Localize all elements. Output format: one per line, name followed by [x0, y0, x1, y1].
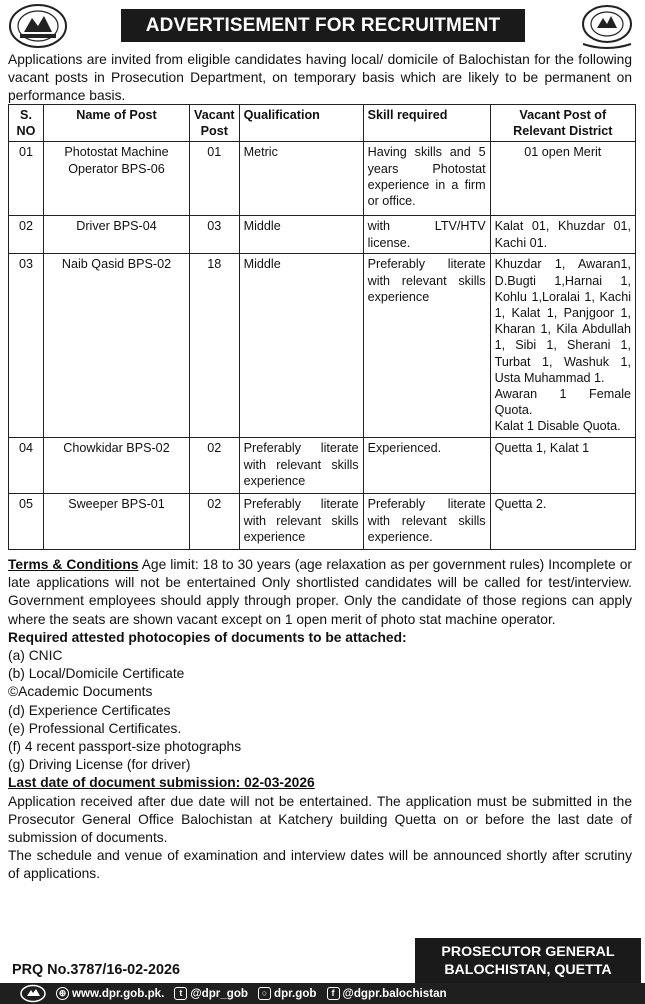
header-district: Vacant Post of Relevant District: [490, 105, 635, 142]
prq-number: PRQ No.3787/16-02-2026: [12, 962, 180, 978]
issuing-authority: [415, 938, 641, 984]
terms-text: Age limit: 18 to 30 years (age relaxation as per government rules) Incomplete or late applications will not be entertained Only shortlisted candidates will be called for test/interview. Government employees should apply through proper. Only the candidate of those regions can apply where the seats are shown vacant except on 1 open merit of photo stat machine operator.: [8, 557, 632, 627]
cell-vacant-count: 01: [190, 142, 240, 216]
documents-heading: Required attested photocopies of documents to be attached:: [8, 629, 407, 645]
cell-skill: with LTV/HTV license.: [363, 216, 490, 254]
cell-vacant-count: 02: [190, 438, 240, 494]
social-bar: [0, 983, 645, 1004]
instagram-handle: dpr.gob: [274, 987, 317, 1000]
prosecution-department-logo: [575, 2, 639, 50]
district-female-quota: Awaran 1 Female Quota.: [494, 387, 631, 418]
terms-section: [8, 556, 632, 884]
cell-district: Quetta 2.: [490, 494, 635, 550]
website-text: www.dpr.gob.pk.: [72, 987, 165, 1000]
twitter-handle: @dpr_gob: [190, 987, 249, 1000]
cell-skill: Experienced.: [363, 438, 490, 494]
dgpr-logo-icon: [18, 983, 48, 1004]
table-row: [9, 438, 636, 494]
website-link[interactable]: [56, 987, 164, 1000]
authority-line-1: PROSECUTOR GENERAL: [441, 944, 615, 960]
cell-qualification: Metric: [239, 142, 363, 216]
cell-qualification: Preferably literate with relevant skills experience: [239, 438, 363, 494]
vacancy-table: [8, 104, 636, 550]
cell-vacant-count: 03: [190, 216, 240, 254]
facebook-icon: f: [327, 987, 340, 1000]
submission-paragraph: Application received after due date will not be entertained. The application must be submitted in the Prosecutor General Office Balochistan at Katchery building Quetta on or before the last date of submission of documents.: [8, 793, 632, 846]
document-item: (d) Experience Certificates: [8, 702, 171, 718]
globe-icon: ⊕: [56, 987, 69, 1000]
table-row: [9, 142, 636, 216]
twitter-icon: t: [174, 987, 187, 1000]
table-header-row: [9, 105, 636, 142]
cell-vacant-count: 02: [190, 494, 240, 550]
cell-district: Quetta 1, Kalat 1: [490, 438, 635, 494]
schedule-paragraph: The schedule and venue of examination and interview dates will be announced shortly after scrutiny of applications.: [8, 848, 632, 882]
district-disable-quota: Kalat 1 Disable Quota.: [494, 419, 621, 434]
cell-skill: Preferably literate with relevant skills experience.: [363, 494, 490, 550]
page-title: ADVERTISEMENT FOR RECRUITMENT: [121, 9, 525, 42]
cell-post-name: Sweeper BPS-01: [44, 494, 190, 550]
cell-post-name: Photostat Machine Operator BPS-06: [44, 142, 190, 216]
cell-district: 01 open Merit: [490, 142, 635, 216]
cell-vacant-count: 18: [190, 254, 240, 438]
document-item: (a) CNIC: [8, 648, 63, 664]
cell-district: Kalat 01, Khuzdar 01, Kachi 01.: [490, 216, 635, 254]
document-item: (f) 4 recent passport-size photographs: [8, 739, 242, 755]
cell-serial-no: 05: [9, 494, 44, 550]
cell-skill: Having skills and 5 years Photostat experience in a firm or office.: [363, 142, 490, 216]
header: [0, 0, 645, 50]
cell-qualification: Middle: [239, 216, 363, 254]
document-item: (e) Professional Certificates.: [8, 720, 182, 736]
terms-heading: Terms & Conditions: [8, 557, 139, 572]
cell-post-name: Chowkidar BPS-02: [44, 438, 190, 494]
facebook-handle: @dgpr.balochistan: [342, 987, 447, 1000]
twitter-link[interactable]: [174, 987, 248, 1000]
table-row: [9, 254, 636, 438]
document-item: (b) Local/Domicile Certificate: [8, 666, 185, 682]
facebook-link[interactable]: [327, 987, 447, 1000]
cell-qualification: Middle: [239, 254, 363, 438]
header-vacant-post: Vacant Post: [190, 105, 240, 142]
table-row: [9, 494, 636, 550]
header-name-of-post: Name of Post: [44, 105, 190, 142]
instagram-icon: ○: [258, 987, 271, 1000]
table-row: [9, 216, 636, 254]
district-list: Khuzdar 1, Awaran1, D.Bugti 1,Harnai 1, Kohlu 1,Loralai 1, Kachi 1, Kalat 1, Panjgoor 1, Kharan 1, Kila Abdullah 1, Sibi 1, Sherani 1, Turbat 1, Washuk 1, Usta Muhammad 1.: [494, 257, 631, 385]
deadline: Last date of document submission: 02-03-2026: [8, 775, 315, 791]
intro-paragraph: Applications are invited from eligible candidates having local/ domicile of Balochistan for the following vacant posts in Prosecution Department, on temporary basis which are likely to be permanent on performance basis.: [8, 52, 632, 104]
header-serial-no: S. NO: [9, 105, 44, 142]
header-qualification: Qualification: [239, 105, 363, 142]
document-item: ©Academic Documents: [8, 684, 153, 700]
cell-district: [490, 254, 635, 438]
cell-serial-no: 03: [9, 254, 44, 438]
terms-paragraph: [8, 556, 632, 629]
cell-serial-no: 01: [9, 142, 44, 216]
cell-post-name: Naib Qasid BPS-02: [44, 254, 190, 438]
header-skill-required: Skill required: [363, 105, 490, 142]
document-item: (g) Driving License (for driver): [8, 757, 191, 773]
cell-post-name: Driver BPS-04: [44, 216, 190, 254]
instagram-link[interactable]: [258, 987, 317, 1000]
authority-line-2: BALOCHISTAN, QUETTA: [444, 962, 612, 978]
balochistan-emblem-logo: [6, 2, 70, 50]
cell-serial-no: 04: [9, 438, 44, 494]
cell-qualification: Preferably literate with relevant skills experience: [239, 494, 363, 550]
cell-skill: Preferably literate with relevant skills experience: [363, 254, 490, 438]
cell-serial-no: 02: [9, 216, 44, 254]
